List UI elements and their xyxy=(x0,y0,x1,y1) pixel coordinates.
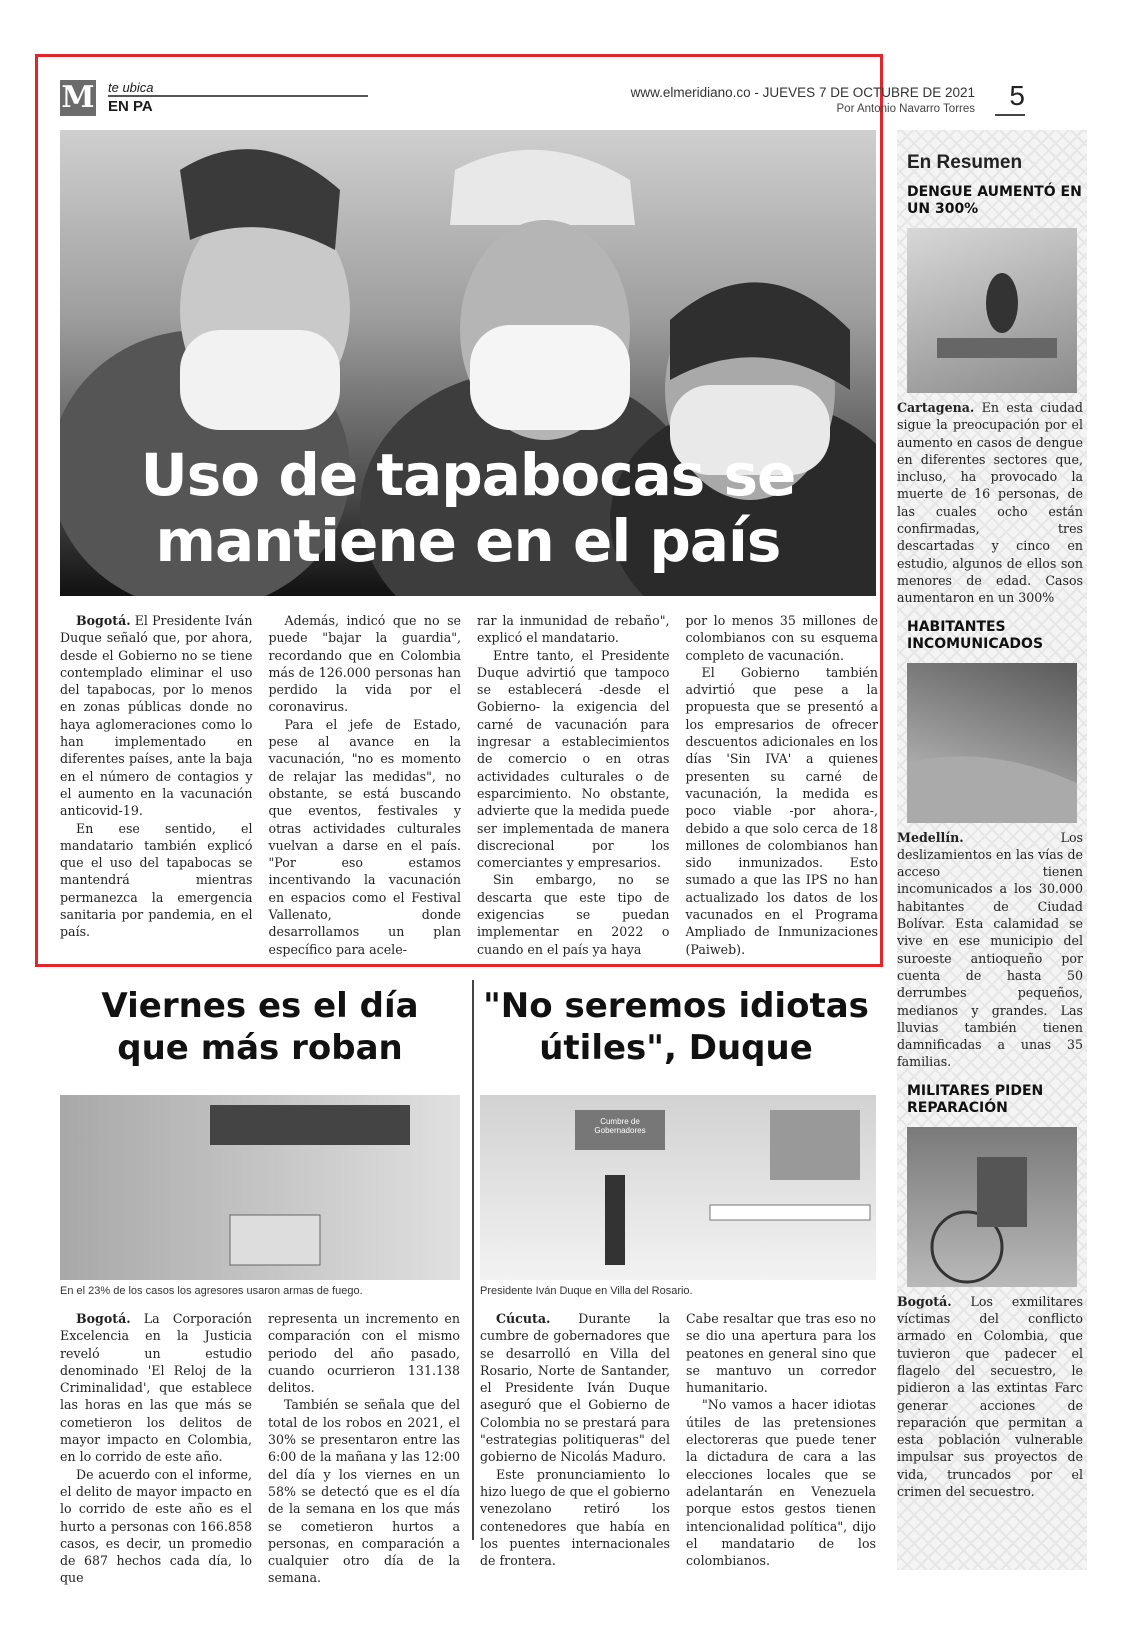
paragraph: El Gobierno también advirtió que pese a la propuesta que se presentó a los empresarios de ofrecer descuentos adicionales en los días 'Sin IVA' a quienes presenten su carné de vacunación, la medida es poco viable -por ahora-, debido a que solo cerca de 18 millones de colombianos han sido inmunizados. Esto sumado a que las IPS no han actualizado los datos de los vacunados en el Programa Ampliado de Inmunizaciones (Paiweb). xyxy=(685,664,878,957)
column-divider xyxy=(472,980,474,1540)
landslide-illustration xyxy=(907,663,1077,823)
main-article-col-4 xyxy=(686,612,879,962)
sidebar-item-text: Bogotá. Los exmilitares víctimas del conflicto armado en Colombia, que tuvieron que padecer el flagelo del secuestro, le pidieron a las extintas Farc generar acciones de reparación que permitan a esta población vulnerable impulsar sus proyectos de vida, truncados por el crimen del secuestro. xyxy=(897,1293,1083,1499)
paragraph: Además, indicó que no se puede "bajar la guardia", recordando que en Colombia más de 126.000 personas han perdido la vida por el coronavirus. xyxy=(268,613,461,715)
sidebar-item-heading: MILITARES PIDEN REPARACIÓN xyxy=(907,1082,1044,1116)
sidebar-photo-military xyxy=(907,1127,1077,1287)
paragraph: rar la inmunidad de rebaño", explicó el mandatario. xyxy=(477,613,670,646)
dateline: www.elmeridiano.co - JUEVES 7 DE OCTUBRE DE 2021 xyxy=(630,85,975,100)
main-headline xyxy=(60,442,876,574)
page-header xyxy=(60,80,1025,120)
main-headline-line-1: Uso de tapabocas se xyxy=(140,441,796,509)
story-left-body: Bogotá. La Corporación Excelencia en la Justicia reveló un estudio denominado 'El Reloj de la Criminalidad', que establece las horas en las que más se cometieron los delitos de mayor impacto en Colombia, en lo corrido de este año. De acuerdo con el informe, el delito de mayor impacto en lo corrido de este año es el hurto a personas con 166.858 casos, es decir, un promedio de 687 hechos cada día, lo que representa un incremento en comparación con el mismo periodo del año pasado, cuando ocurrieron 131.138 delitos. También se señala que del total de los robos en 2021, el 30% se presentaron entre las 6:00 de la mañana y las 12:00 del día y los viernes en un 58% se detectó que es el día de la semana en los que más se cometieron hurtos a personas, en comparación a cualquier otro día de la semana. xyxy=(60,1311,460,1586)
sidebar-item-text: Medellín. Los deslizamientos en las vías de acceso tienen incomunicados a los 30.000 habitantes de Ciudad Bolívar. Esta calamidad se vive en ese municipio del suroeste antioqueño por cuenta de hasta 50 derrumbes pequeños, medianos y grandes. Las lluvias también tienen damnificadas a unas 35 familias. xyxy=(897,829,1083,1070)
story-right-caption: Presidente Iván Duque en Villa del Rosario. xyxy=(480,1285,693,1297)
story-left-headline: Viernes es el día que más roban xyxy=(101,986,419,1068)
page-number: 5 xyxy=(1009,80,1025,111)
paragraph: por lo menos 35 millones de colombianos con su esquema completo de vacunación. xyxy=(685,613,878,663)
newspaper-logo: M xyxy=(61,80,95,115)
sidebar-item-text: Cartagena. En esta ciudad sigue la preocupación por el aumento en casos de dengue en diferentes sectores que, incluso, ha provocado la muerte de 16 personas, de las cuales ocho están confirmadas, tres descartadas y cinco en estudio, algunos de ellos son menores de edad. Casos aumentaron en un 300% xyxy=(897,400,1083,606)
fumigation-illustration xyxy=(907,228,1077,393)
robbery-illustration xyxy=(60,1095,460,1280)
main-article-col-3 xyxy=(477,612,670,962)
paragraph: En ese sentido, el mandatario también explicó que el uso del tapabocas se mantendrá mientras permanezca la emergencia sanitaria por pandemia, en el país. xyxy=(60,820,253,940)
story-left-photo xyxy=(60,1095,460,1280)
header-rule xyxy=(108,95,368,97)
paragraph: El Presidente Iván Duque señaló que, por ahora, desde el Gobierno no se tiene contemplado eliminar el uso del tapabocas, por lo menos en zonas públicas donde no haya aglomeraciones como lo han implementado en diferentes países, ante la baja en el número de contagios y el aumento en la vacunación anticovid-19. xyxy=(60,613,253,819)
summary-sidebar xyxy=(897,130,1087,1570)
sidebar-item-heading: HABITANTES INCOMUNICADOS xyxy=(907,618,1044,652)
story-right-body: Cúcuta. Durante la cumbre de gobernadores que se desarrolló en Villa del Rosario, Norte de Santander, el Presidente Iván Duque aseguró que el Gobierno de Colombia no se prestará para "estrategias politiqueras" del gobierno de Nicolás Maduro. Este pronunciamiento lo hizo luego de que el gobierno venezolano retiró los contenedores que había en los puentes internacionales de frontera. Cabe resaltar que tras eso no se dio una apertura para los peatones en general sino que se mantuvo un corredor humanitario. "No vamos a hacer idiotas útiles de las pretensiones electoreras que puede tener la dictadura de cara a las elecciones locales que se adelantarán en Venezuela porque estos gestos tienen intencionalidad política", dijo el mandatario de los colombianos. xyxy=(480,1311,876,1569)
story-right-photo xyxy=(480,1095,876,1280)
main-headline-line-2: mantiene en el país xyxy=(155,507,781,575)
page-number-rule xyxy=(995,114,1025,116)
section-label: EN PA xyxy=(108,98,153,115)
story-left-caption: En el 23% de los casos los agresores usaron armas de fuego. xyxy=(60,1285,363,1297)
sidebar-item-heading: DENGUE AUMENTÓ EN UN 300% xyxy=(907,184,1082,217)
sidebar-photo-landslide xyxy=(907,663,1077,823)
main-article-col-1 xyxy=(60,612,253,962)
summit-illustration xyxy=(480,1095,876,1280)
byline: Por Antonio Navarro Torres xyxy=(836,103,975,115)
main-article-col-2 xyxy=(269,612,462,962)
summit-banner-text: Cumbre de Gobernadores xyxy=(594,1117,646,1135)
logo-tagline: te ubica xyxy=(108,80,154,95)
sidebar-title: En Resumen xyxy=(907,152,1023,173)
story-right-headline: "No seremos idiotas útiles", Duque xyxy=(483,986,869,1068)
paragraph: Para el jefe de Estado, pese al avance en la vacunación, "no es momento de relajar las medidas", no obstante, se está buscando que eventos, festivales y otras actividades culturales vuelvan a darse en el país. "Por eso estamos incentivando la vacunación en espacios como el Festival Vallenato, donde desarrollamos un plan específico para acele- xyxy=(268,716,461,957)
sidebar-photo-dengue xyxy=(907,228,1077,393)
wheelchair-illustration xyxy=(907,1127,1077,1287)
main-article xyxy=(60,612,878,962)
paragraph: Entre tanto, el Presidente Duque advirtió que tampoco se establecerá -desde el Gobierno- la exigencia del carné de vacunación para ingresar a establecimientos de comercio o en otras actividades culturales o de esparcimiento. No obstante, advierte que la medida puede ser implementada de manera discrecional por los comerciantes y empresarios. xyxy=(477,647,670,871)
paragraph: Sin embargo, no se descarta que este tipo de exigencias se puedan implementar en 2022 o cuando en el país ya haya xyxy=(477,872,670,957)
main-photo xyxy=(60,130,876,596)
dateline-city: Bogotá. xyxy=(76,613,131,628)
